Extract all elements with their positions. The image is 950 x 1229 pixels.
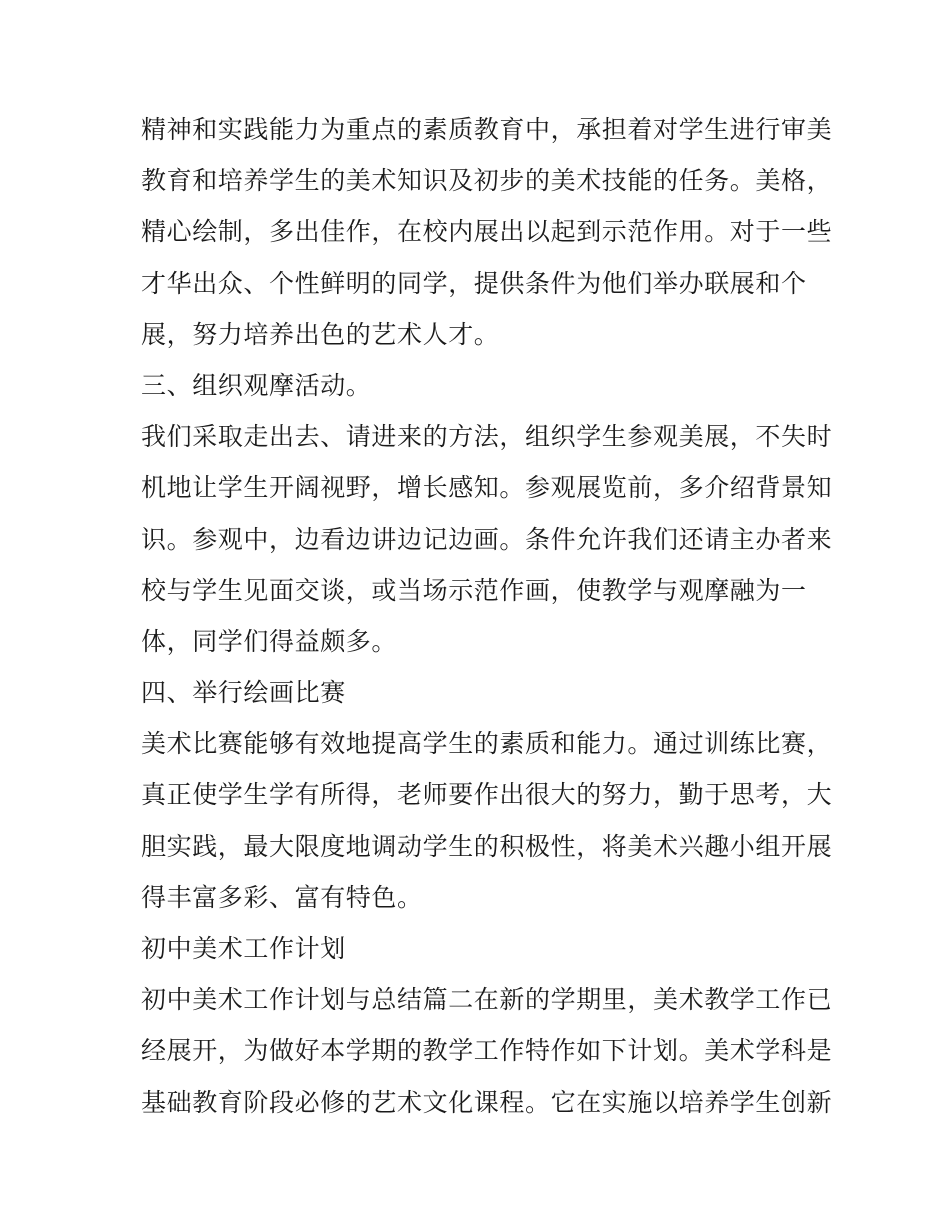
text-line: 展，努力培养出色的艺术人才。: [141, 319, 500, 349]
text-line: 机地让学生开阔视野，增长感知。参观展览前，多介绍背景知: [141, 473, 833, 503]
text-line: 识。参观中，边看边讲边记边画。条件允许我们还请主办者来: [141, 524, 833, 554]
text-line: 我们采取走出去、请进来的方法，组织学生参观美展，不失时: [141, 422, 833, 452]
text-line: 初中美术工作计划与总结篇二在新的学期里，美术教学工作已: [141, 985, 833, 1015]
section-heading: 三、组织观摩活动。: [141, 370, 372, 400]
text-line: 得丰富多彩、富有特色。: [141, 882, 423, 912]
text-line: 教育和培养学生的美术知识及初步的美术技能的任务。美格，: [141, 166, 833, 196]
text-line: 校与学生见面交谈，或当场示范作画，使教学与观摩融为一: [141, 575, 807, 605]
section-heading: 初中美术工作计划: [141, 934, 346, 963]
document-body: [141, 104, 833, 1128]
text-line: 经展开，为做好本学期的教学工作特作如下计划。美术学科是: [141, 1036, 833, 1066]
text-line: 体，同学们得益颇多。: [141, 626, 398, 656]
text-line: 才华出众、个性鲜明的同学，提供条件为他们举办联展和个: [141, 268, 807, 298]
text-line: 基础教育阶段必修的艺术文化课程。它在实施以培养学生创新: [141, 1087, 833, 1117]
text-line: 胆实践，最大限度地调动学生的积极性，将美术兴趣小组开展: [141, 831, 833, 861]
text-line: 美术比赛能够有效地提高学生的素质和能力。通过训练比赛，: [141, 729, 833, 759]
section-heading: 四、举行绘画比赛: [141, 678, 346, 708]
text-line: 精心绘制，多出佳作，在校内展出以起到示范作用。对于一些: [141, 217, 833, 247]
text-line: 真正使学生学有所得，老师要作出很大的努力，勤于思考，大: [141, 780, 833, 810]
text-line: 精神和实践能力为重点的素质教育中，承担着对学生进行审美: [141, 115, 833, 144]
